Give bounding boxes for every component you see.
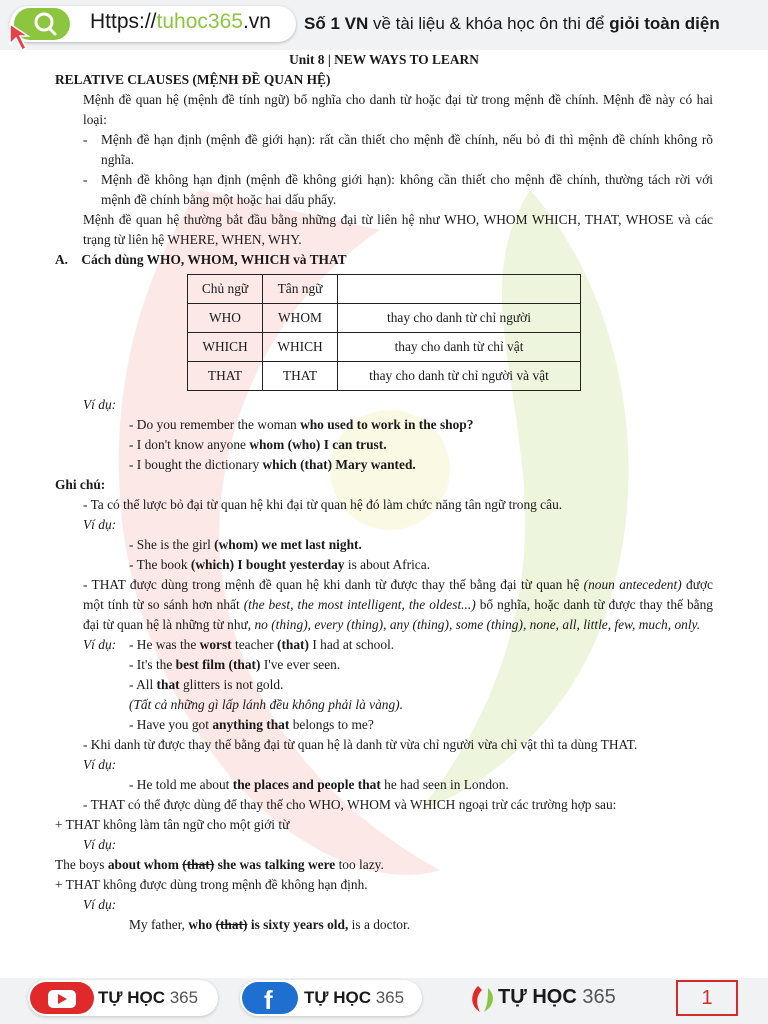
- example-row: Ví dụ: - He was the worst teacher (that) I had at school.: [83, 637, 395, 652]
- note-line: - Ta có thể lược bỏ đại từ quan hệ khi đại từ quan hệ đó làm chức năng tân ngữ trong câu.: [83, 497, 563, 512]
- example-label: Ví dụ:: [83, 897, 117, 912]
- example-label: Ví dụ:: [83, 397, 117, 412]
- facebook-icon: [242, 982, 298, 1014]
- table-cell: WHICH: [263, 333, 338, 362]
- table-header-row: [188, 275, 581, 304]
- table-cell: thay cho danh từ chỉ vật: [338, 333, 581, 362]
- website-link[interactable]: [10, 6, 296, 42]
- youtube-badge: [30, 982, 94, 1014]
- table-header-cell: Chủ ngữ: [188, 275, 263, 304]
- note-paragraph: - THAT được dùng trong mệnh đề quan hệ khi danh từ được thay thế bằng đại từ quan hệ (noun antecedent) được một tính từ so sánh hơn nhất (the best, the most intelligent, the oldest...) bổ nghĩa, hoặc danh từ được thay thế bằng đại từ quan hệ là những từ như, no (thing), every (thing), any (thing), some (thing), none, all, little, few, much, only.: [83, 577, 713, 632]
- note-paragraph: - Khi danh từ được thay thế bằng đại từ quan hệ là danh từ vừa chỉ người vừa chỉ vật thì ta dùng THAT.: [83, 737, 638, 752]
- table-row: [188, 362, 581, 391]
- example-line: - Have you got anything that belongs to me?: [129, 717, 374, 732]
- intro-paragraph: Mệnh đề quan hệ (mệnh đề tính ngữ) bổ nghĩa cho danh từ hoặc đại từ trong mệnh đề chính. Mệnh đề này có hai loại:: [83, 92, 713, 127]
- document-body: [55, 50, 713, 935]
- note-line: + THAT không được dùng trong mệnh đề không hạn định.: [55, 877, 368, 892]
- footer-bar: [0, 978, 768, 1024]
- example-line: My father, who (that) is sixty years old, is a doctor.: [129, 917, 411, 932]
- bullet-item: - Mệnh đề hạn định (mệnh đề giới hạn): rất cần thiết cho mệnh đề chính, nếu bỏ đi thì mệnh đề chính không rõ nghĩa.: [83, 132, 713, 167]
- youtube-channel-link[interactable]: TỰ HỌC 365: [28, 980, 218, 1016]
- unit-title: Unit 8 | NEW WAYS TO LEARN: [289, 52, 479, 67]
- cursor-arrow-icon: [6, 20, 38, 54]
- example-line: - It's the best film (that) I've ever seen.: [129, 657, 341, 672]
- example-translation: (Tất cả những gì lấp lánh đều không phải là vàng).: [129, 697, 403, 712]
- note-line: - THAT có thể được dùng để thay thế cho WHO, WHOM và WHICH ngoại trừ các trường hợp sau:: [83, 797, 617, 812]
- table-cell: THAT: [188, 362, 263, 391]
- table-cell: WHOM: [263, 304, 338, 333]
- svg-text:f: f: [264, 985, 273, 1014]
- section-a-heading: A. Cách dùng WHO, WHOM, WHICH và THAT: [55, 252, 347, 267]
- example-line: The boys about whom (that) she was talking were too lazy.: [55, 857, 384, 872]
- example-line: - Do you remember the woman who used to work in the shop?: [129, 417, 474, 432]
- website-url[interactable]: Https://tuhoc365.vn: [90, 10, 271, 33]
- facebook-page-link[interactable]: f TỰ HỌC 365: [240, 980, 422, 1016]
- table-cell: WHICH: [188, 333, 263, 362]
- youtube-icon: [30, 982, 94, 1014]
- example-line: - She is the girl (whom) we met last night.: [129, 537, 362, 552]
- table-cell: THAT: [263, 362, 338, 391]
- example-label: Ví dụ:: [83, 837, 117, 852]
- section-title: RELATIVE CLAUSES (MỆNH ĐỀ QUAN HỆ): [55, 72, 331, 87]
- example-line: - I don't know anyone whom (who) I can trust.: [129, 437, 387, 452]
- note-line: + THAT không làm tân ngữ cho một giới từ: [55, 817, 290, 832]
- bullet-item: - Mệnh đề không hạn định (mệnh đề không giới hạn): không cần thiết cho mệnh đề chính, thường tách rời với mệnh đề chính bằng một hoặc hai dấu phẩy.: [83, 172, 713, 207]
- example-label: Ví dụ:: [83, 517, 117, 532]
- tuhoc-logo-icon: [470, 984, 496, 1014]
- table-header-cell: Tân ngữ: [263, 275, 338, 304]
- example-line: - I bought the dictionary which (that) Mary wanted.: [129, 457, 416, 472]
- relative-pronoun-table: [187, 274, 581, 391]
- brand-logo: TỰ HỌC 365: [470, 982, 640, 1018]
- example-line: - All that glitters is not gold.: [129, 677, 284, 692]
- note-heading: Ghi chú:: [55, 477, 106, 492]
- table-cell: thay cho danh từ chỉ người và vật: [338, 362, 581, 391]
- example-line: - He told me about the places and people that he had seen in London.: [129, 777, 509, 792]
- intro-paragraph-2: Mệnh đề quan hệ thường bắt đầu bằng những đại từ liên hệ như WHO, WHOM WHICH, THAT, WHOSE và các trạng từ liên hệ WHERE, WHEN, WHY.: [83, 212, 713, 247]
- table-row: [188, 333, 581, 362]
- facebook-badge: [242, 982, 298, 1014]
- example-line: - The book (which) I bought yesterday is about Africa.: [129, 557, 431, 572]
- header-tagline: Số 1 VN về tài liệu & khóa học ôn thi để giỏi toàn diện: [304, 14, 720, 33]
- table-row: [188, 304, 581, 333]
- table-header-cell: [338, 275, 581, 304]
- table-cell: thay cho danh từ chỉ người: [338, 304, 581, 333]
- example-label: Ví dụ:: [83, 757, 117, 772]
- page-number: 1: [676, 980, 738, 1016]
- header-bar: [0, 0, 768, 50]
- table-cell: WHO: [188, 304, 263, 333]
